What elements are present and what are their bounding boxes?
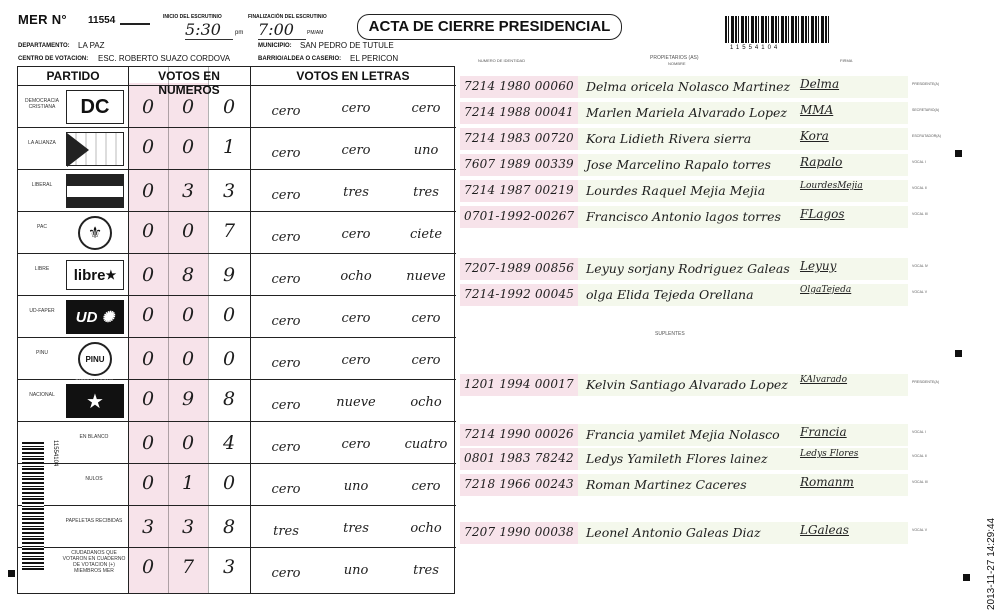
start-time: 5:30 bbox=[185, 20, 233, 40]
vote-word: cuatro bbox=[404, 437, 448, 452]
vote-digit: 0 bbox=[222, 348, 236, 370]
person-name: Marlen Mariela Alvarado Lopez bbox=[586, 105, 787, 120]
col-numeros: VOTOS EN NUMEROS bbox=[158, 69, 220, 97]
signature: Delma bbox=[800, 77, 840, 91]
centro-value: ESC. ROBERTO SUAZO CORDOVA bbox=[98, 54, 231, 63]
vote-word: cero bbox=[411, 479, 441, 494]
party-name: LA ALIANZA bbox=[28, 140, 56, 146]
party-name: PAC bbox=[37, 224, 47, 230]
propietario-row bbox=[460, 258, 940, 282]
pac-logo: ⚜ bbox=[78, 216, 112, 250]
propietario-row bbox=[460, 206, 940, 230]
vote-digit: 0 bbox=[141, 180, 155, 202]
person-name: Kora Lidieth Rivera sierra bbox=[586, 131, 752, 146]
vote-digit: 0 bbox=[181, 220, 195, 242]
person-name: Leonel Antonio Galeas Diaz bbox=[586, 525, 761, 540]
vote-word: cero bbox=[341, 143, 371, 158]
ud-logo: UD ✺ bbox=[66, 300, 124, 334]
end-ampm: PM/AM bbox=[307, 30, 324, 36]
id-number: 7214-1992 00045 bbox=[464, 287, 575, 301]
title-box bbox=[357, 14, 622, 40]
vote-row bbox=[18, 211, 456, 253]
vote-digit: 9 bbox=[222, 264, 236, 286]
barcode bbox=[725, 16, 831, 43]
signature: Romanm bbox=[800, 475, 854, 489]
party-name: NULOS bbox=[85, 476, 103, 482]
role-label: VOCAL II bbox=[912, 454, 927, 458]
role-label: VOCAL I bbox=[912, 160, 926, 164]
side-barcode-text: 11554104 bbox=[52, 440, 58, 467]
votes-table bbox=[17, 66, 455, 594]
scan-timestamp: 2013-11-27 14:29:44 bbox=[986, 517, 997, 610]
vote-digit: 0 bbox=[181, 432, 195, 454]
page-title: ACTA DE CIERRE PRESIDENCIAL bbox=[368, 18, 611, 35]
person-name: Lourdes Raquel Mejia Mejia bbox=[586, 183, 766, 198]
vote-row bbox=[18, 547, 456, 589]
start-label: INICIO DEL ESCRUTINIO bbox=[163, 14, 222, 20]
municipio-value: SAN PEDRO DE TUTULE bbox=[300, 41, 394, 50]
municipio-label: MUNICIPIO: bbox=[258, 43, 292, 49]
vote-row bbox=[18, 421, 456, 463]
role-label: VOCAL V bbox=[912, 528, 928, 532]
id-number: 7214 1983 00720 bbox=[464, 131, 574, 145]
vote-word: nueve bbox=[406, 269, 446, 284]
party-name: EN BLANCO bbox=[79, 434, 109, 440]
propietario-row bbox=[460, 180, 940, 204]
vote-digit: 0 bbox=[141, 388, 155, 410]
departamento-value: LA PAZ bbox=[78, 41, 105, 50]
id-number: 0701-1992-00267 bbox=[464, 209, 575, 223]
vote-word: cero bbox=[341, 101, 371, 116]
vote-word: tres bbox=[413, 563, 439, 578]
registration-mark bbox=[955, 350, 962, 357]
vote-digit: 3 bbox=[222, 556, 236, 578]
end-label: FINALIZACIÓN DEL ESCRUTINIO bbox=[248, 14, 327, 20]
vote-word: cero bbox=[271, 104, 301, 119]
signature: LGaleas bbox=[800, 523, 849, 537]
vote-row bbox=[18, 337, 456, 379]
role-label: SECRETARIO(A) bbox=[912, 108, 940, 112]
vote-digit: 0 bbox=[181, 348, 195, 370]
vote-word: cero bbox=[271, 272, 301, 287]
vote-digit: 0 bbox=[141, 432, 155, 454]
propietario-row bbox=[460, 154, 940, 178]
centro-label: CENTRO DE VOTACION: bbox=[18, 56, 89, 62]
vote-word: cero bbox=[341, 311, 371, 326]
suplente-row bbox=[460, 522, 940, 546]
suplente-row bbox=[460, 474, 940, 498]
person-name: Francia yamilet Mejia Nolasco bbox=[586, 427, 780, 442]
registration-mark bbox=[955, 150, 962, 157]
vote-digit: 0 bbox=[141, 96, 155, 118]
registration-mark bbox=[963, 574, 970, 581]
suplente-row bbox=[460, 374, 940, 398]
vote-digit: 0 bbox=[181, 136, 195, 158]
id-number: 0801 1983 78242 bbox=[464, 451, 574, 465]
propietario-row bbox=[460, 284, 940, 308]
vote-digit: 0 bbox=[181, 96, 195, 118]
party-name: LIBRE bbox=[34, 266, 50, 272]
vote-digit: 1 bbox=[181, 472, 195, 494]
id-number: 7214 1990 00026 bbox=[464, 427, 574, 441]
party-name: PAPELETAS RECIBIDAS bbox=[65, 518, 123, 524]
signature: LourdesMejia bbox=[800, 181, 863, 191]
vote-word: cero bbox=[271, 188, 301, 203]
person-name: Roman Martinez Caceres bbox=[586, 477, 747, 492]
vote-word: ocho bbox=[410, 521, 442, 536]
start-ampm: pm bbox=[235, 30, 244, 36]
vote-digit: 3 bbox=[222, 180, 236, 202]
party-name: LIBERAL bbox=[31, 182, 53, 188]
vote-digit: 0 bbox=[141, 304, 155, 326]
vote-row bbox=[18, 295, 456, 337]
libre-logo: libre ★ bbox=[66, 260, 124, 290]
vote-word: tres bbox=[413, 185, 439, 200]
signature: Ledys Flores bbox=[800, 449, 859, 459]
departamento-label: DEPARTAMENTO: bbox=[18, 43, 70, 49]
person-name: Delma oricela Nolasco Martinez bbox=[586, 79, 791, 94]
vote-row bbox=[18, 253, 456, 295]
vote-digit: 0 bbox=[141, 472, 155, 494]
vote-word: cero bbox=[341, 353, 371, 368]
vote-word: ciete bbox=[409, 227, 443, 242]
col-firma: FIRMA bbox=[840, 58, 853, 63]
id-number: 7607 1989 00339 bbox=[464, 157, 574, 171]
suplente-row bbox=[460, 424, 940, 448]
vote-word: cero bbox=[341, 437, 371, 452]
propietario-row bbox=[460, 102, 940, 126]
vote-digit: 0 bbox=[141, 556, 155, 578]
suplente-row bbox=[460, 448, 940, 472]
vote-word: cero bbox=[271, 146, 301, 161]
vote-word: cero bbox=[271, 356, 301, 371]
vote-digit: 8 bbox=[181, 264, 195, 286]
barcode-text: 11554104 bbox=[730, 45, 781, 51]
signature: Rapalo bbox=[800, 155, 843, 169]
vote-digit: 8 bbox=[222, 388, 236, 410]
propietario-row bbox=[460, 128, 940, 152]
vote-digit: 4 bbox=[222, 432, 236, 454]
role-label: VOCAL II bbox=[912, 186, 927, 190]
signature: Kora bbox=[800, 129, 829, 143]
vote-word: cero bbox=[271, 314, 301, 329]
col-partido: PARTIDO bbox=[46, 69, 100, 83]
signature: Leyuy bbox=[800, 259, 837, 273]
vote-word: cero bbox=[271, 566, 301, 581]
vote-word: cero bbox=[271, 482, 301, 497]
registration-mark bbox=[8, 570, 15, 577]
alianza-logo bbox=[66, 132, 124, 166]
vote-digit: 3 bbox=[181, 516, 195, 538]
person-name: Leyuy sorjany Rodriguez Galeas bbox=[586, 261, 790, 276]
id-number: 7207-1989 00856 bbox=[464, 261, 575, 275]
person-name: Kelvin Santiago Alvarado Lopez bbox=[586, 377, 788, 392]
col-letras: VOTOS EN LETRAS bbox=[296, 69, 410, 83]
vote-row bbox=[18, 505, 456, 547]
vote-digit: 0 bbox=[141, 136, 155, 158]
id-number: 7207 1990 00038 bbox=[464, 525, 574, 539]
nacional-logo: ★ bbox=[66, 384, 124, 418]
role-label: VOCAL V bbox=[912, 290, 928, 294]
party-name: DEMOCRACIA CRISTIANA bbox=[25, 98, 59, 110]
dc-logo: DC bbox=[66, 90, 124, 124]
vote-digit: 0 bbox=[141, 264, 155, 286]
vote-word: cero bbox=[271, 398, 301, 413]
id-number: 7218 1966 00243 bbox=[464, 477, 574, 491]
vote-row bbox=[18, 85, 456, 127]
vote-digit: 3 bbox=[141, 516, 155, 538]
role-label: ESCRUTADOR(A) bbox=[912, 134, 941, 138]
signature: OlgaTejeda bbox=[800, 285, 852, 295]
vote-word: ocho bbox=[410, 395, 442, 410]
vote-digit: 0 bbox=[222, 472, 236, 494]
vote-digit: 1 bbox=[222, 136, 236, 158]
id-number: 7214 1980 00060 bbox=[464, 79, 574, 93]
id-number: 7214 1988 00041 bbox=[464, 105, 574, 119]
signature: Francia bbox=[800, 425, 847, 439]
vote-word: uno bbox=[413, 143, 439, 158]
role-label: VOCAL I bbox=[912, 430, 926, 434]
vote-row bbox=[18, 127, 456, 169]
vote-digit: 0 bbox=[141, 220, 155, 242]
vote-word: ocho bbox=[340, 269, 372, 284]
signature: KAlvarado bbox=[800, 375, 848, 385]
party-name: CIUDADANOS QUE VOTARON EN CUADERNO DE VOTACION (+) MIEMBROS MER bbox=[62, 550, 126, 574]
person-name: Francisco Antonio lagos torres bbox=[586, 209, 781, 224]
col-nombre: NOMBRE bbox=[668, 61, 686, 66]
col-id: NUMERO DE IDENTIDAD bbox=[478, 58, 526, 63]
pinu-logo: PINU bbox=[78, 342, 112, 376]
col-prop: PROPIETARIOS (AS) bbox=[650, 55, 699, 61]
mer-number: 11554 bbox=[88, 15, 116, 26]
vote-word: tres bbox=[343, 521, 369, 536]
party-name: UD-FAPER bbox=[29, 308, 55, 314]
vote-digit: 7 bbox=[222, 220, 236, 242]
mer-label: MER N° bbox=[18, 12, 67, 27]
person-name: Ledys Yamileth Flores lainez bbox=[586, 451, 768, 466]
role-label: PRESIDENTE(A) bbox=[912, 380, 940, 384]
role-label: PRESIDENTE(A) bbox=[912, 82, 940, 86]
nacional-logo-text: PARTIDO NACIONAL bbox=[75, 378, 115, 383]
role-label: VOCAL III bbox=[912, 480, 928, 484]
vote-digit: 0 bbox=[181, 304, 195, 326]
side-barcode bbox=[22, 440, 44, 570]
signature: MMA bbox=[800, 103, 834, 117]
vote-digit: 0 bbox=[222, 304, 236, 326]
vote-digit: 0 bbox=[141, 348, 155, 370]
party-name: PINU bbox=[36, 350, 48, 356]
person-name: Jose Marcelino Rapalo torres bbox=[586, 157, 771, 172]
vote-word: cero bbox=[271, 440, 301, 455]
role-label: VOCAL III bbox=[912, 212, 928, 216]
vote-word: cero bbox=[411, 353, 441, 368]
vote-digit: 3 bbox=[181, 180, 195, 202]
liberal-flag-logo bbox=[66, 174, 124, 208]
vote-word: uno bbox=[343, 479, 369, 494]
vote-digit: 0 bbox=[222, 96, 236, 118]
propietario-row bbox=[460, 76, 940, 100]
person-name: olga Elida Tejeda Orellana bbox=[586, 287, 754, 302]
vote-word: cero bbox=[271, 230, 301, 245]
vote-row bbox=[18, 169, 456, 211]
vote-row bbox=[18, 379, 456, 421]
vote-word: cero bbox=[341, 227, 371, 242]
id-number: 7214 1987 00219 bbox=[464, 183, 574, 197]
vote-digit: 7 bbox=[181, 556, 195, 578]
vote-row bbox=[18, 463, 456, 505]
vote-digit: 9 bbox=[181, 388, 195, 410]
end-time: 7:00 bbox=[258, 20, 306, 40]
signature: FLagos bbox=[800, 207, 845, 221]
role-label: VOCAL IV bbox=[912, 264, 929, 268]
vote-word: tres bbox=[343, 185, 369, 200]
suplentes-label: SUPLENTES bbox=[655, 331, 685, 337]
party-name: NACIONAL bbox=[29, 392, 55, 398]
vote-word: nueve bbox=[336, 395, 376, 410]
barrio-label: BARRIO/ALDEA O CASERIO: bbox=[258, 56, 342, 62]
barrio-value: EL PERICON bbox=[350, 54, 399, 63]
vote-word: cero bbox=[411, 311, 441, 326]
id-number: 1201 1994 00017 bbox=[464, 377, 574, 391]
vote-word: uno bbox=[343, 563, 369, 578]
vote-digit: 8 bbox=[222, 516, 236, 538]
mer-logo bbox=[120, 15, 150, 25]
vote-word: cero bbox=[411, 101, 441, 116]
vote-word: tres bbox=[273, 524, 299, 539]
